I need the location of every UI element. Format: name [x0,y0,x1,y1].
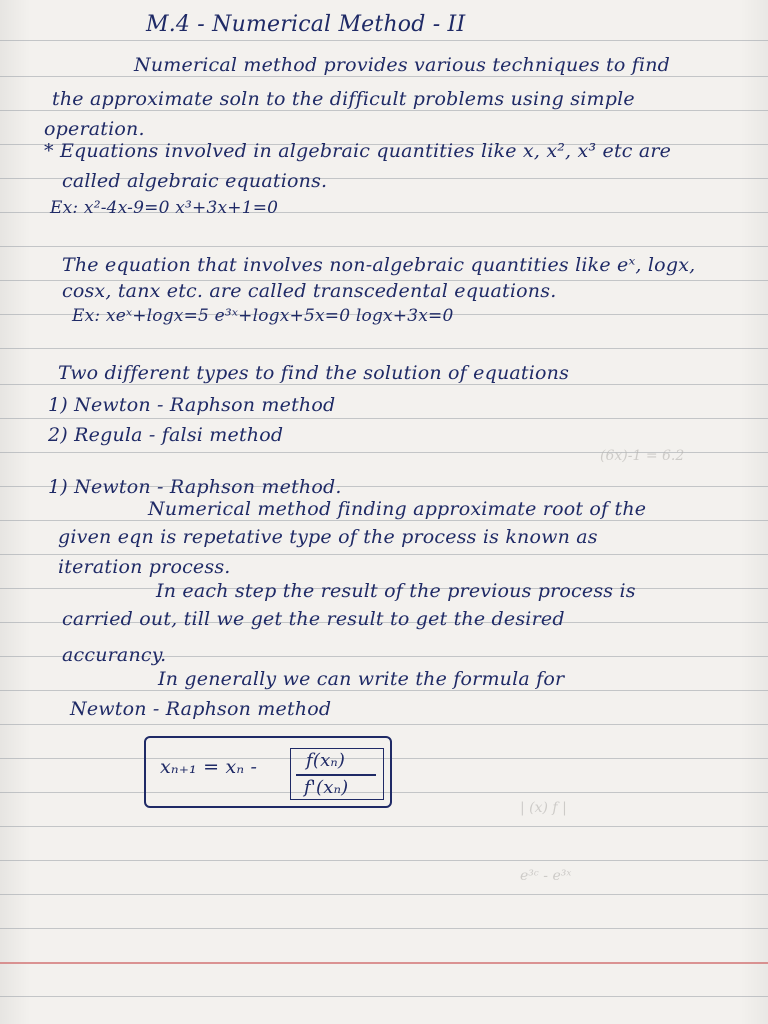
example-line: Ex: x²-4x-9=0 x³+3x+1=0 [50,198,279,218]
ruled-line [0,246,768,247]
ruled-line [0,996,768,997]
ruled-line [0,348,768,349]
text-line: operation. [44,118,145,140]
section-heading: 1) Newton - Raphson method. [48,476,342,498]
text-line: Numerical method finding approximate root of the [148,498,647,520]
text-line: Numerical method provides various techniques to find [134,54,671,76]
ruled-line [0,418,768,419]
text-line: given eqn is repetative type of the process is known as [58,526,598,548]
fraction-bar [296,774,376,776]
ruled-line [0,520,768,521]
formula-lhs: xₙ₊₁ = xₙ - [160,756,258,778]
text-line: * Equations involved in algebraic quantities like x, x², x³ etc are [44,140,672,162]
text-line: the approximate soln to the difficult problems using simple [52,88,635,110]
page-title: M.4 - Numerical Method - II [146,12,466,37]
text-line: cosx, tanx etc. are called transcedental equations. [62,280,557,302]
ruled-line [0,826,768,827]
ruled-line [0,76,768,77]
ruled-line [0,724,768,725]
ruled-line [0,928,768,929]
bleed-through-mark: e³ᶜ - e³ˣ [520,868,572,884]
example-line: Ex: xeˣ+logx=5 e³ˣ+logx+5x=0 logx+3x=0 [72,306,454,326]
ruled-line [0,40,768,41]
text-line: In each step the result of the previous process is [156,580,636,602]
ruled-line [0,690,768,691]
text-line: accurancy. [62,644,167,666]
text-line: Two different types to find the solution of equations [58,362,570,384]
bleed-through-mark: | (x) f | [520,800,567,816]
text-line: In generally we can write the formula for [158,668,565,690]
margin-line-red [0,962,768,964]
text-line: carried out, till we get the result to get the desired [62,608,565,630]
ruled-line [0,894,768,895]
formula-denominator: f'(xₙ) [304,777,349,798]
bleed-through-mark: (6x)-1 = 6.2 [600,448,685,464]
formula-numerator: f(xₙ) [306,750,346,771]
ruled-line [0,384,768,385]
text-line: called algebraic equations. [62,170,328,192]
list-item: 2) Regula - falsi method [48,424,284,446]
text-line: Newton - Raphson method [70,698,332,720]
list-item: 1) Newton - Raphson method [48,394,336,416]
text-line: The equation that involves non-algebraic quantities like eˣ, logx, [62,254,696,276]
text-line: iteration process. [58,556,231,578]
ruled-line [0,554,768,555]
ruled-line [0,110,768,111]
ruled-line [0,860,768,861]
